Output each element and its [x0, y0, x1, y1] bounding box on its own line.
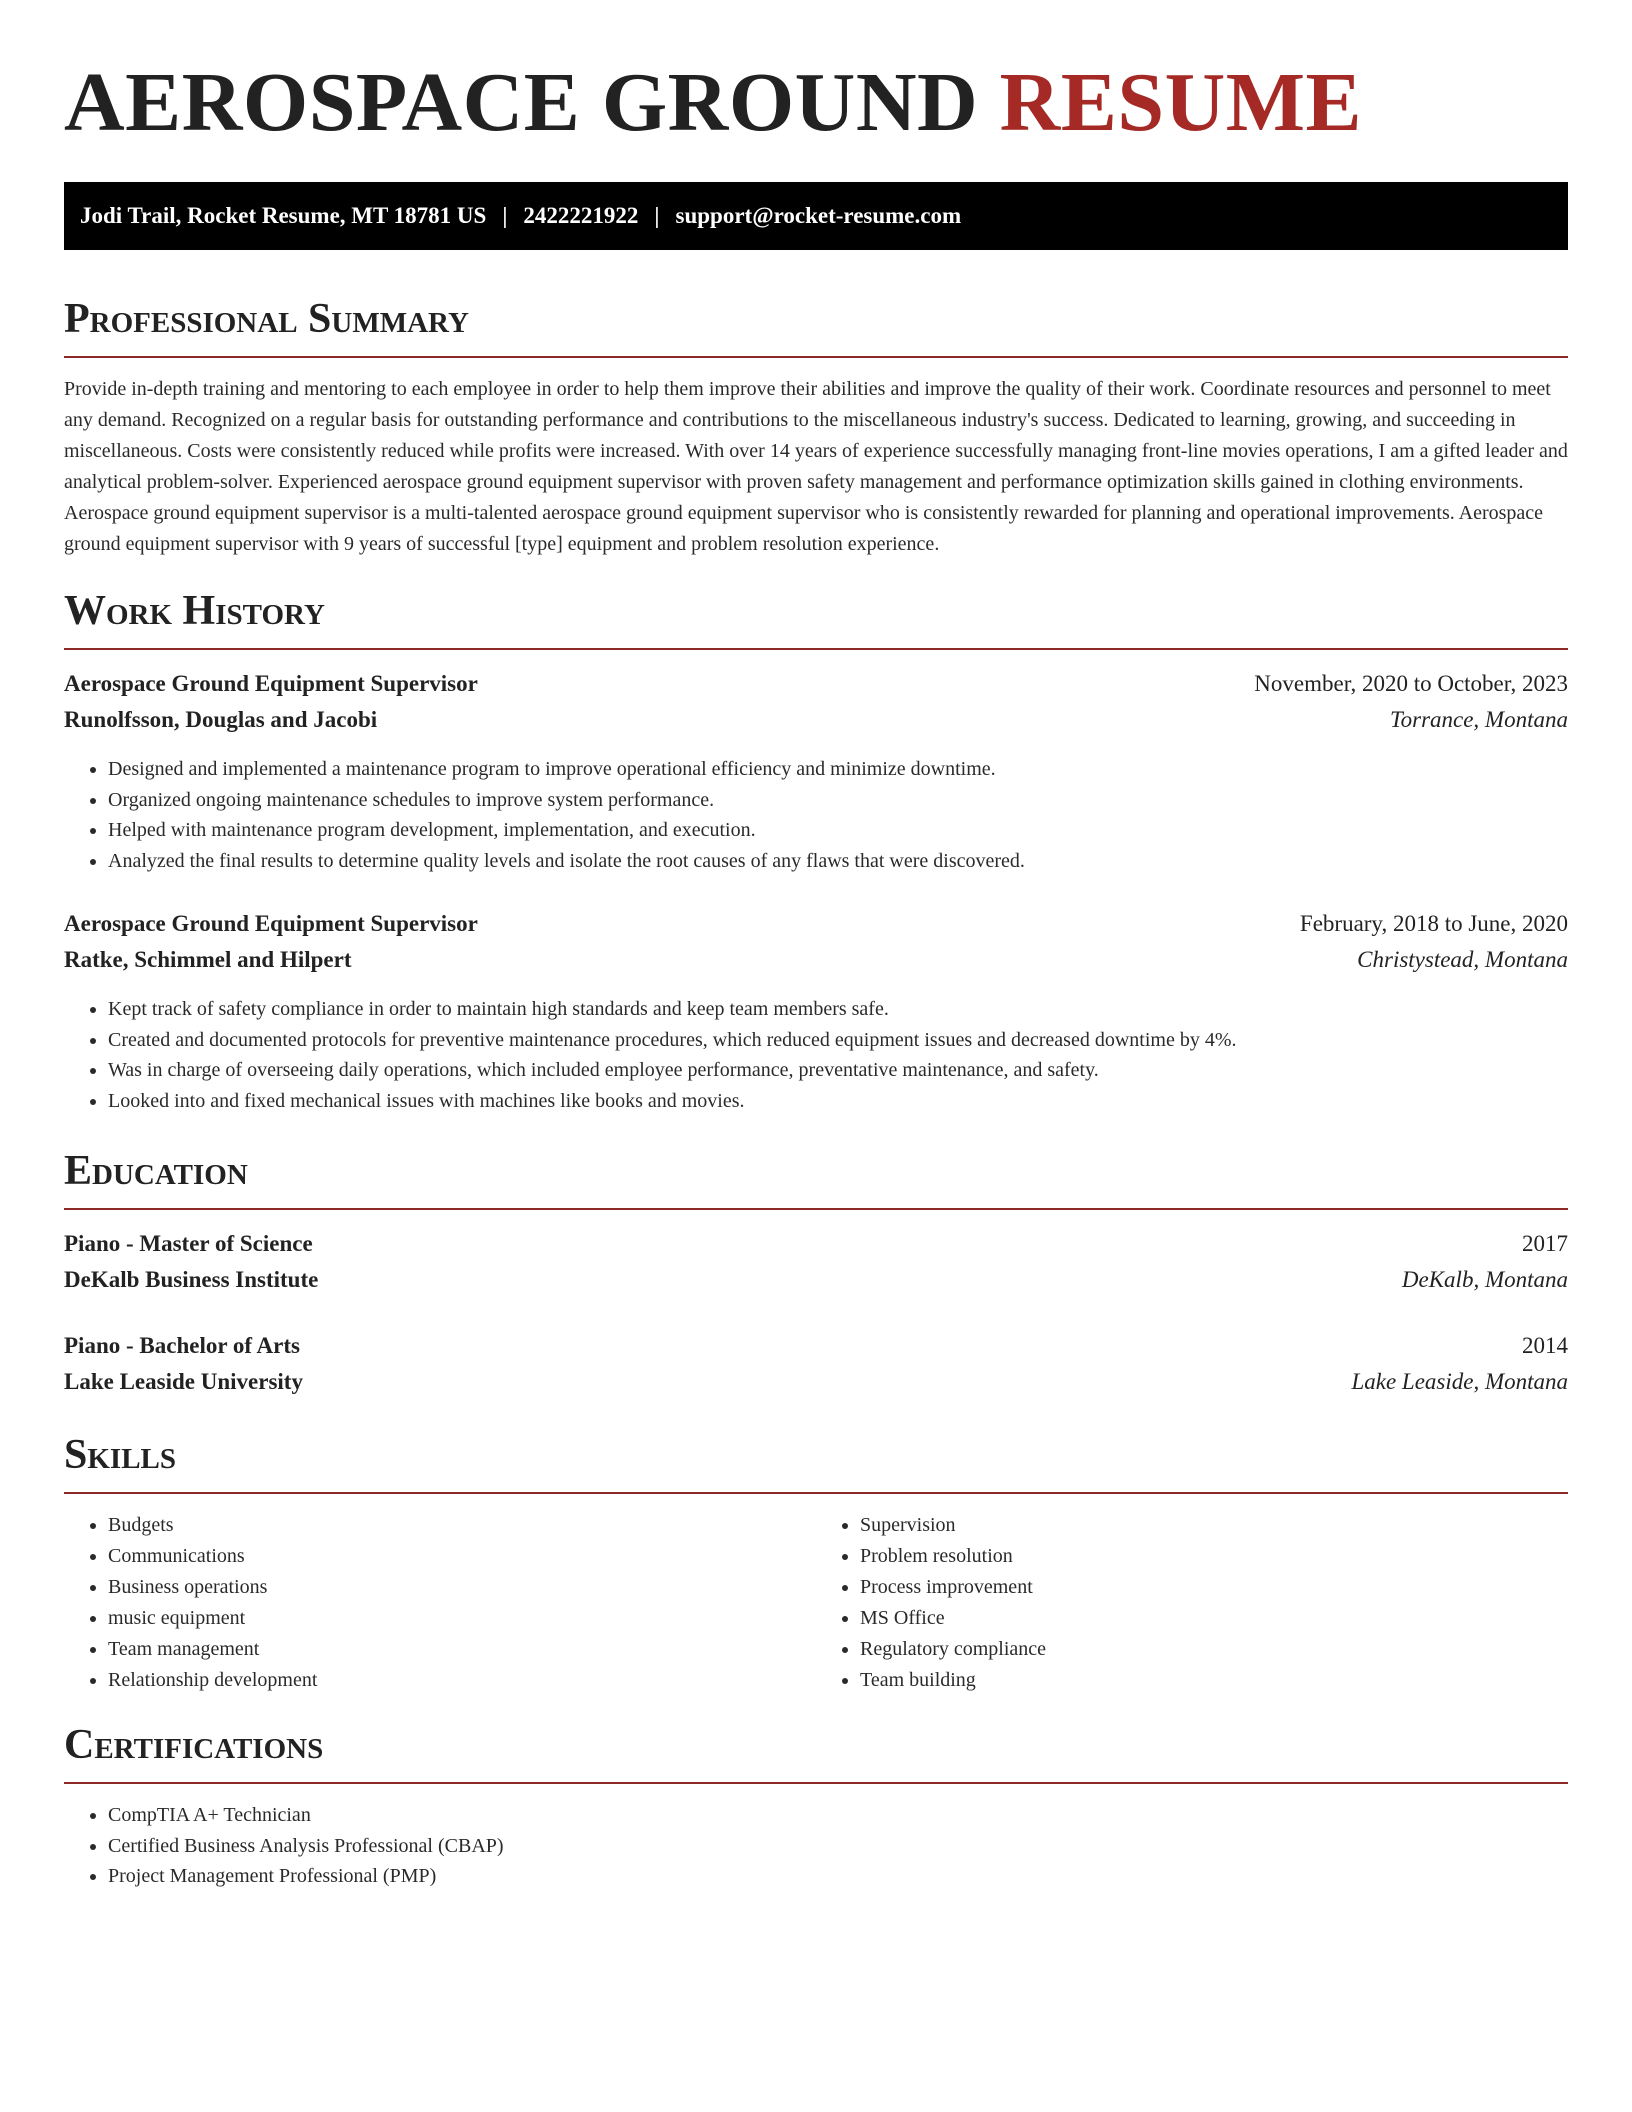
- skills-list-right: [816, 1510, 1568, 1696]
- job-company: Runolfsson, Douglas and Jacobi: [64, 707, 378, 732]
- skill-item: • Process improvement: [860, 1572, 1568, 1603]
- section-divider: [64, 1208, 1568, 1210]
- contact-bar: [64, 182, 1568, 250]
- job-bullets: [64, 994, 1568, 1116]
- work-history-heading: Work History: [64, 588, 325, 634]
- school-row: [64, 1364, 1568, 1400]
- school-row: [64, 1262, 1568, 1298]
- job-bullet: • Looked into and fixed mechanical issues with machines like books and movies.: [108, 1086, 1568, 1117]
- job-bullet: • Designed and implemented a maintenance program to improve operational efficiency and minimize downtime.: [108, 754, 1568, 785]
- school-location: DeKalb, Montana: [1401, 1267, 1568, 1292]
- job-title: Aerospace Ground Equipment Supervisor: [64, 671, 478, 696]
- job-bullet: • Was in charge of overseeing daily operations, which included employee performance, preventative maintenance, and safety.: [108, 1055, 1568, 1086]
- job-dates: February, 2018 to June, 2020: [1299, 911, 1568, 936]
- skill-item: • Problem resolution: [860, 1541, 1568, 1572]
- section-divider: [64, 1782, 1568, 1784]
- job-entry: [64, 906, 1568, 1116]
- skill-item: • Relationship development: [108, 1665, 816, 1696]
- degree-row: [64, 1328, 1568, 1364]
- graduation-year: 2017: [1522, 1231, 1568, 1256]
- degree-row: [64, 1226, 1568, 1262]
- work-history-section: [64, 586, 1568, 1116]
- skill-item: • Communications: [108, 1541, 816, 1572]
- title-accent: RESUME: [999, 56, 1363, 149]
- skills-list-left: [64, 1510, 816, 1696]
- job-company-row: [64, 942, 1568, 978]
- job-bullets: [64, 754, 1568, 876]
- job-bullet: • Organized ongoing maintenance schedules to improve system performance.: [108, 785, 1568, 816]
- skills-heading: Skills: [64, 1432, 177, 1478]
- skill-item: • Supervision: [860, 1510, 1568, 1541]
- job-title-row: [64, 666, 1568, 702]
- skill-item: • Team management: [108, 1634, 816, 1665]
- contact-phone: 2422221922: [523, 203, 639, 228]
- certification-item: • Project Management Professional (PMP): [108, 1861, 1568, 1892]
- job-title-row: [64, 906, 1568, 942]
- certifications-list: [64, 1800, 1568, 1892]
- certification-item: • Certified Business Analysis Professional (CBAP): [108, 1831, 1568, 1862]
- job-company: Ratke, Schimmel and Hilpert: [64, 947, 352, 972]
- skill-item: • music equipment: [108, 1603, 816, 1634]
- skill-item: • Business operations: [108, 1572, 816, 1603]
- contact-email: support@rocket-resume.com: [675, 203, 962, 228]
- skill-item: • Team building: [860, 1665, 1568, 1696]
- school-name: Lake Leaside University: [64, 1369, 303, 1394]
- contact-separator: |: [502, 203, 508, 228]
- skill-item: • Budgets: [108, 1510, 816, 1541]
- summary-heading: Professional Summary: [64, 296, 469, 342]
- skills-section: [64, 1430, 1568, 1696]
- degree: Piano - Master of Science: [64, 1231, 313, 1256]
- job-company-row: [64, 702, 1568, 738]
- graduation-year: 2014: [1522, 1333, 1568, 1358]
- section-divider: [64, 356, 1568, 358]
- education-section: [64, 1146, 1568, 1400]
- education-entry: [64, 1328, 1568, 1400]
- job-entry: [64, 666, 1568, 876]
- certifications-section: [64, 1720, 1568, 1892]
- contact-separator: |: [654, 203, 660, 228]
- section-divider: [64, 1492, 1568, 1494]
- section-divider: [64, 648, 1568, 650]
- resume-title: [64, 48, 1568, 158]
- school-name: DeKalb Business Institute: [64, 1267, 319, 1292]
- skill-item: • Regulatory compliance: [860, 1634, 1568, 1665]
- degree: Piano - Bachelor of Arts: [64, 1333, 300, 1358]
- contact-address: Jodi Trail, Rocket Resume, MT 18781 US: [80, 203, 487, 228]
- school-location: Lake Leaside, Montana: [1351, 1369, 1568, 1394]
- job-bullet: • Helped with maintenance program development, implementation, and execution.: [108, 815, 1568, 846]
- job-title: Aerospace Ground Equipment Supervisor: [64, 911, 478, 936]
- summary-text: Provide in-depth training and mentoring to each employee in order to help them improve their abilities and improve the quality of their work. Coordinate resources and personnel to meet any demand. Recognized on a regular basis for outstanding performance and contributions to the miscellaneous industry's success. Dedicated to learning, growing, and succeeding in miscellaneous. Costs were consistently reduced while profits were increased. With over 14 years of experience successfully managing front-line movies operations, I am a gifted leader and analytical problem-solver. Experienced aerospace ground equipment supervisor with proven safety management and performance optimization skills gained in clothing environments. Aerospace ground equipment supervisor is a multi-talented aerospace ground equipment supervisor who is consistently rewarded for planning and operational improvements. Aerospace ground equipment supervisor with 9 years of successful [type] equipment and problem resolution experience.: [64, 378, 1568, 555]
- job-location: Christystead, Montana: [1357, 947, 1568, 972]
- certification-item: • CompTIA A+ Technician: [108, 1800, 1568, 1831]
- skill-item: • MS Office: [860, 1603, 1568, 1634]
- education-heading: Education: [64, 1148, 248, 1194]
- job-bullet: • Created and documented protocols for preventive maintenance procedures, which reduced equipment issues and decreased downtime by 4%.: [108, 1025, 1568, 1056]
- summary-section: [64, 294, 1568, 560]
- job-bullet: • Analyzed the final results to determine quality levels and isolate the root causes of any flaws that were discovered.: [108, 846, 1568, 877]
- certifications-heading: Certifications: [64, 1722, 324, 1768]
- job-location: Torrance, Montana: [1389, 707, 1568, 732]
- education-entry: [64, 1226, 1568, 1298]
- title-main: AEROSPACE GROUND: [64, 56, 1000, 149]
- job-bullet: • Kept track of safety compliance in order to maintain high standards and keep team members safe.: [108, 994, 1568, 1025]
- job-dates: November, 2020 to October, 2023: [1254, 671, 1568, 696]
- skills-grid: [64, 1510, 1568, 1696]
